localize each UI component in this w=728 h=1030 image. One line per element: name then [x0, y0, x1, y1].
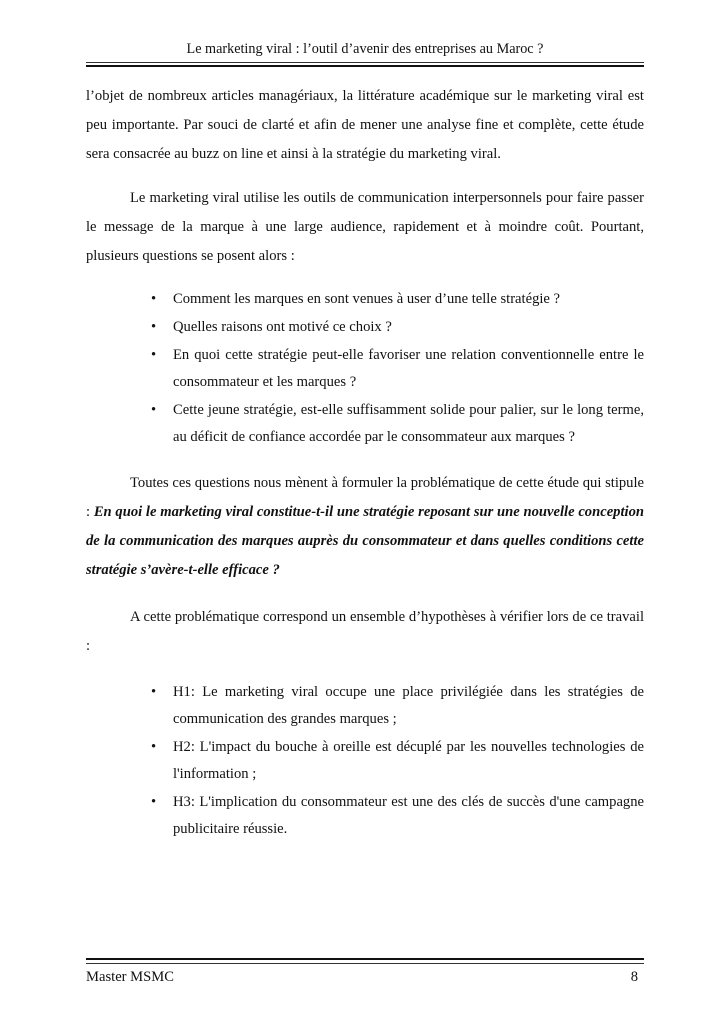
list-item [151, 734, 644, 788]
paragraph-viral-marketing: Le marketing viral utilise les outils de communication interpersonnels pour faire passer le message de la marque à une large audience, rapidement et à moindre coût. Pourtant, plusieurs questions se posent alors : [86, 190, 644, 264]
question-text: Comment les marques en sont venues à user d’une telle stratégie ? [173, 291, 561, 307]
question-text: En quoi cette stratégie peut-elle favoriser une relation conventionnelle entre le consommateur et les marques ? [173, 347, 644, 390]
footer-rule-thick [86, 958, 644, 960]
questions-list [86, 286, 644, 451]
problematic-statement: En quoi le marketing viral constitue-t-il une stratégie reposant sur une nouvelle conception de la communication des marques auprès du consommateur et dans quelles conditions cette stratégie s’avère-t-elle efficace ? [86, 504, 644, 578]
hypothesis-text: H3: L'implication du consommateur est une des clés de succès d'une campagne publicitaire réussie. [173, 794, 644, 837]
footer-label: Master MSMC [86, 969, 174, 985]
hypotheses-list [86, 679, 644, 843]
paragraph-hypotheses-intro: A cette problématique correspond un ensemble d’hypothèses à vérifier lors de ce travail : [86, 609, 644, 654]
list-item [151, 679, 644, 733]
page-footer [86, 968, 644, 986]
bullet-icon: • [151, 684, 157, 700]
list-item [151, 286, 644, 313]
hypothesis-text: H1: Le marketing viral occupe une place privilégiée dans les stratégies de communication des grandes marques ; [173, 684, 644, 727]
header-rule-thin [86, 62, 644, 63]
list-item [151, 314, 644, 341]
bullet-icon: • [151, 347, 157, 363]
question-text: Quelles raisons ont motivé ce choix ? [173, 319, 392, 335]
list-item [151, 789, 644, 843]
bullet-icon: • [151, 739, 157, 755]
bullet-icon: • [151, 794, 157, 810]
page-number: 8 [630, 969, 638, 985]
page-body [86, 82, 644, 844]
list-item [151, 342, 644, 396]
running-header: Le marketing viral : l’outil d’avenir des entreprises au Maroc ? [186, 41, 544, 57]
footer-rule-thin [86, 963, 644, 964]
problematic-intro: Toutes ces questions nous mènent à formuler la problématique de cette étude qui stipule : [86, 475, 644, 520]
hypothesis-text: H2: L'impact du bouche à oreille est décuplé par les nouvelles technologies de l'information ; [173, 739, 644, 782]
header-rule-thick [86, 65, 644, 67]
bullet-icon: • [151, 402, 157, 418]
bullet-icon: • [151, 291, 157, 307]
paragraph-continuation: l’objet de nombreux articles managériaux, la littérature académique sur le marketing viral est peu importante. Par souci de clarté et afin de mener une analyse fine et complète, cette étude sera consacrée au buzz on line et ainsi à la stratégie du marketing viral. [86, 88, 644, 162]
list-item [151, 397, 644, 451]
paragraph-problematic [86, 469, 644, 585]
bullet-icon: • [151, 319, 157, 335]
question-text: Cette jeune stratégie, est-elle suffisamment solide pour palier, sur le long terme, au déficit de confiance accordée par le consommateur aux marques ? [173, 402, 644, 445]
